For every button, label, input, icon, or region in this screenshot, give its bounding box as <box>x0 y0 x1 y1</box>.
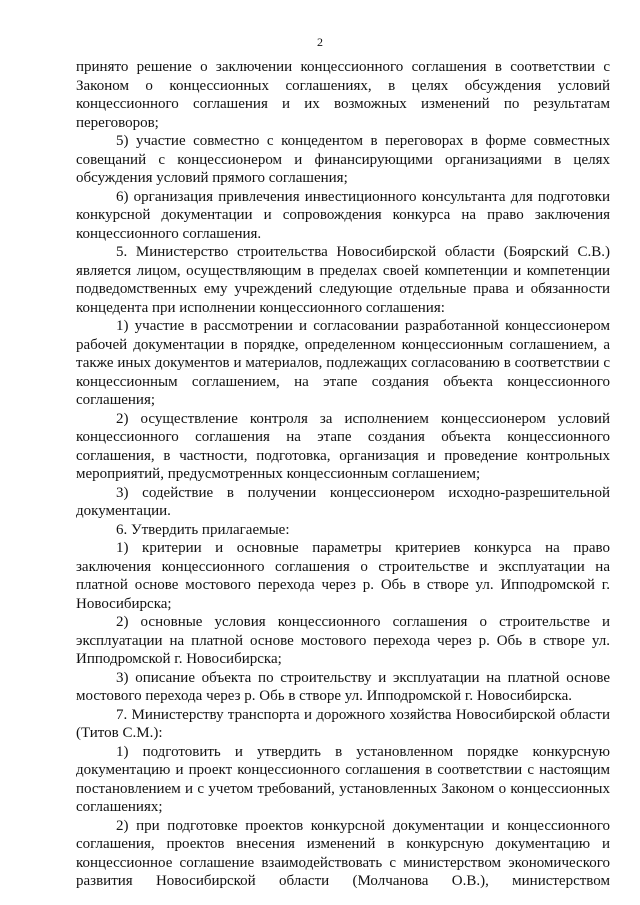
paragraph-6: 2) осуществление контроля за исполнением концессионером условий концессионного соглашения на этапе создания объекта концессионного соглашения, в частности, подготовка, организация и проведение контрольных мероприятий, предусмотренных концессионным соглашением; <box>76 410 610 482</box>
paragraph-14: 2) при подготовке проектов конкурсной документации и концессионного соглашения, проектов внесения изменений в конкурсную документацию и концессионное соглашение взаимодействовать с министерством экономического развития Новосибирской области (Молчанова О.В.), министерством <box>76 817 610 889</box>
paragraph-9: 1) критерии и основные параметры критериев конкурса на право заключения концессионного соглашения о строительстве и эксплуатации на платной основе мостового перехода через р. Обь в створе ул. Ипподромской г. Новосибирска; <box>76 540 610 612</box>
paragraph-8: 6. Утвердить прилагаемые: <box>116 521 290 538</box>
paragraph-3: 6) организация привлечения инвестиционного консультанта для подготовки конкурсной документации и сопровождения конкурса на право заключения концессионного соглашения. <box>76 188 610 242</box>
paragraph-7: 3) содействие в получении концессионером исходно-разрешительной документации. <box>76 484 610 519</box>
paragraph-11: 3) описание объекта по строительству и эксплуатации на платной основе мостового перехода через р. Обь в створе ул. Ипподромской г. Новосибирска. <box>76 669 610 704</box>
page-number: 2 <box>317 35 323 49</box>
paragraph-13: 1) подготовить и утвердить в установленном порядке конкурсную документацию и проект концессионного соглашения в соответствии с настоящим постановлением и с учетом требований, установленных Законом о концессионных соглашениях; <box>76 743 610 815</box>
document-body <box>76 58 610 891</box>
paragraph-10: 2) основные условия концессионного соглашения о строительстве и эксплуатации на платной основе мостового перехода через р. Обь в створе ул. Ипподромской г. Новосибирска; <box>76 614 610 667</box>
paragraph-5: 1) участие в рассмотрении и согласовании разработанной концессионером рабочей документации в порядке, определенном концессионным соглашением, а также иных документов и материалов, подлежащих согласованию в соответствии с концессионным соглашением, на этапе создания объекта концессионного соглашения; <box>76 318 610 408</box>
paragraph-12: 7. Министерству транспорта и дорожного хозяйства Новосибирской области (Титов С.М.): <box>76 706 610 741</box>
paragraph-4: 5. Министерство строительства Новосибирской области (Боярский С.В.) является лицом, осуществляющим в пределах своей компетенции и компетенции подведомственных ему учреждений следующие отдельные права и обязанности концедента при исполнении концессионного соглашения: <box>76 244 610 316</box>
paragraph-2: 5) участие совместно с концедентом в переговорах в форме совместных совещаний с концессионером и финансирующими организациями в целях обсуждения условий прямого соглашения; <box>76 133 610 186</box>
paragraph-1: принято решение о заключении концессионного соглашения в соответствии с Законом о концессионных соглашениях, в целях обсуждения условий концессионного соглашения и их возможных изменений по результатам переговоров; <box>76 59 610 131</box>
